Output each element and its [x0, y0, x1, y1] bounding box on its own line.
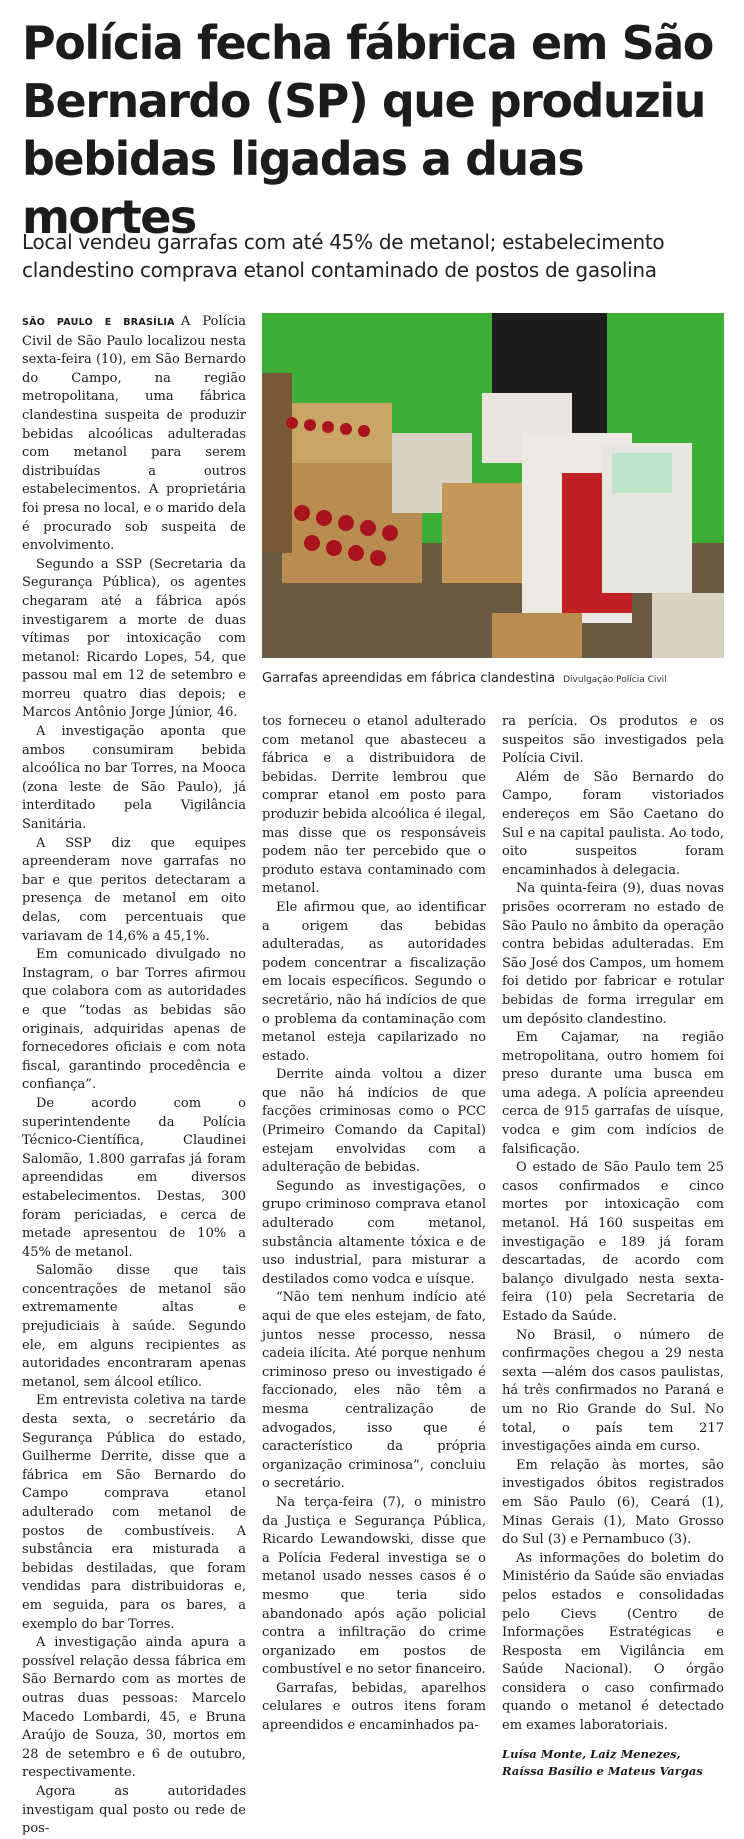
photo-credit: Divulgação Polícia Civil — [563, 675, 667, 685]
paragraph: O estado de São Paulo tem 25 casos confirmados e cinco mortes por intoxicação com metanol. Há 160 suspeitas em investigação e 189 já foram descartadas, de acordo com balanço divulgado nesta sexta-feira (10) pela Secretaria de Estado da Saúde. — [502, 1160, 724, 1324]
article-photo — [262, 313, 724, 658]
article-column-2 — [262, 713, 486, 1734]
paragraph: Na quinta-feira (9), duas novas prisões ocorreram no estado de São Paulo no âmbito da operação contra bebidas adulteradas. Em São José dos Campos, um homem foi detido por fabricar e rotular bebidas de forma irregular em um depósito clandestino. — [502, 881, 724, 1027]
paragraph: Na terça-feira (7), o ministro da Justiça e Segurança Pública, Ricardo Lewandowski, disse que a Polícia Federal investiga se o metanol usado nesses casos é o mesmo que teria sido abandonado após ação policial contra a infiltração do crime organizado em postos de combustível e no setor financeiro. — [262, 1494, 486, 1678]
paragraph: Em relação às mortes, são investigados óbitos registrados em São Paulo (6), Ceará (1), Minas Gerais (1), Mato Grosso do Sul (3) e Pernambuco (3). — [502, 1457, 724, 1548]
paragraph: A investigação aponta que ambos consumiram bebida alcoólica no bar Torres, na Mooca (zona leste de São Paulo), já interditado pela Vigilância Sanitária. — [22, 724, 246, 833]
paragraph: Agora as autoridades investigam qual posto ou rede de pos- — [22, 1783, 246, 1837]
paragraph: Em entrevista coletiva na tarde desta sexta, o secretário da Segurança Pública do estado, Guilherme Derrite, disse que a fábrica em São Bernardo do Campo comprava etanol adulterado com metanol de postos de combustíveis. A substância era misturada a bebidas destiladas, que foram vendidas para distribuidoras e, em seguida, para os bares, a exemplo do bar Torres. — [22, 1393, 246, 1632]
paragraph: Salomão disse que tais concentrações de metanol são extremamente altas e prejudiciais à saúde. Segundo ele, em alguns recipientes as autoridades encontraram apenas metanol, sem álcool etílico. — [22, 1263, 246, 1390]
paragraph: Derrite ainda voltou a dizer que não há indícios de que facções criminosas como o PCC (Primeiro Comando da Capital) estejam envolvidas com a adulteração de bebidas. — [262, 1067, 486, 1176]
paragraph: Em Cajamar, na região metropolitana, outro homem foi preso durante uma busca em uma adega. A polícia apreendeu cerca de 915 garrafas de uísque, vodca e gim com indícios de falsificação. — [502, 1030, 724, 1157]
photo-illustration — [262, 313, 724, 658]
paragraph: Garrafas, bebidas, aparelhos celulares e outros itens foram apreendidos e encaminhados pa- — [262, 1680, 486, 1734]
paragraph: No Brasil, o número de confirmações chegou a 29 nesta sexta —além dos casos paulistas, há três confirmados no Paraná e um no Rio Grande do Sul. No total, o país tem 217 investigações ainda em curso. — [502, 1327, 724, 1455]
paragraph: A SSP diz que equipes apreenderam nove garrafas no bar e que peritos detectaram a presença de metanol em oito delas, com percentuais que variavam de 14,6% a 45,1%. — [22, 835, 246, 944]
subheadline: Local vendeu garrafas com até 45% de metanol; estabelecimento clandestino comprava etanol contaminado de postos de gasolina — [22, 230, 665, 282]
headline: Polícia fecha fábrica em São Bernardo (SP) que produziu bebidas ligadas a duas mortes — [22, 16, 713, 244]
article-column-1 — [22, 313, 246, 1837]
photo-caption-row — [262, 667, 732, 686]
paragraph: ra perícia. Os produtos e os suspeitos são investigados pela Polícia Civil. — [502, 714, 724, 767]
article-column-3 — [502, 713, 724, 1778]
paragraph: Segundo a SSP (Secretaria da Segurança Pública), os agentes chegaram até a fábrica após investigarem a morte de duas vítimas por intoxicação com metanol: Ricardo Lopes, 54, que passou mal em 12 de setembro e morreu quatro dias depois; e Marcos Antônio Jorge Júnior, 46. — [22, 556, 246, 721]
paragraph: De acordo com o superintendente da Polícia Técnico-Científica, Claudinei Salomão, 1.800 garrafas já foram apreendidas em diversos estabelecimentos. Destas, 300 foram periciadas, e cerca de metade apresentou de 10% a 45% de metanol. — [22, 1095, 246, 1260]
dateline: SÃO PAULO E BRASÍLIA — [22, 317, 175, 328]
paragraph: A investigação ainda apura a possível relação dessa fábrica em São Bernardo com as mortes de outras duas pessoas: Marcelo Macedo Lombardi, 45, e Bruna Araújo de Souza, 30, mortos em 28 de setembro e 6 de outubro, respectivamente. — [22, 1635, 246, 1781]
paragraph: Ele afirmou que, ao identificar a origem das bebidas adulteradas, as autoridades podem concentrar a fiscalização em locais específicos. Segundo o secretário, não há indícios de que o problema da contaminação com metanol esteja capilarizado no estado. — [262, 899, 486, 1064]
paragraph: As informações do boletim do Ministério da Saúde são enviadas pelos estados e consolidadas pelo Cievs (Centro de Informações Estratégicas e Resposta em Vigilância em Saúde Nacional). O órgão considera o caso confirmado quando o metanol é detectado em exames laboratoriais. — [502, 1550, 724, 1734]
paragraph: Em comunicado divulgado no Instagram, o bar Torres afirmou que colabora com as autoridades e que “todas as bebidas são originais, adquiridas apenas de fornecedores oficiais e com nota fiscal, garantindo procedência e confiança”. — [22, 947, 246, 1093]
lead-paragraph — [22, 313, 246, 556]
paragraph-text: A Polícia Civil de São Paulo localizou nesta sexta-feira (10), em São Bernardo do Campo, na região metropolitana, uma fábrica clandestina suspeita de produzir bebidas alcoólicas adulteradas com metanol para serem distribuídas a outros estabelecimentos. A proprietária foi presa no local, e o marido dela é procurado sob suspeita de envolvimento. — [22, 314, 246, 554]
paragraph: Além de São Bernardo do Campo, foram vistoriados endereços em São Caetano do Sul e na capital paulista. Ao todo, oito suspeitos foram encaminhados à delegacia. — [502, 769, 724, 878]
paragraph: Segundo as investigações, o grupo criminoso comprava etanol adulterado com metanol, substância altamente tóxica e de uso industrial, para misturar a destilados como vodca e uísque. — [262, 1178, 486, 1287]
paragraph: “Não tem nenhum indício até aqui de que eles estejam, de fato, juntos nesse processo, nessa cadeia ilícita. Até porque nenhum criminoso preso ou investigado é faccionado, eles não têm a mesma centralização de advogados, isso que é característico da própria organização criminosa”, concluiu o secretário. — [262, 1290, 486, 1492]
byline: Luísa Monte, Laiz Menezes, Raíssa Basílio e Mateus Vargas — [502, 1746, 703, 1778]
paragraph: tos forneceu o etanol adulterado com metanol que abasteceu a fábrica e a distribuidora de bebidas. Derrite lembrou que comprar etanol em posto para produzir bebida alcoólica é ilegal, mas disse que os responsáveis podem não ter percebido que o produto estava contaminado com metanol. — [262, 714, 486, 897]
photo-caption: Garrafas apreendidas em fábrica clandestina — [262, 671, 556, 686]
